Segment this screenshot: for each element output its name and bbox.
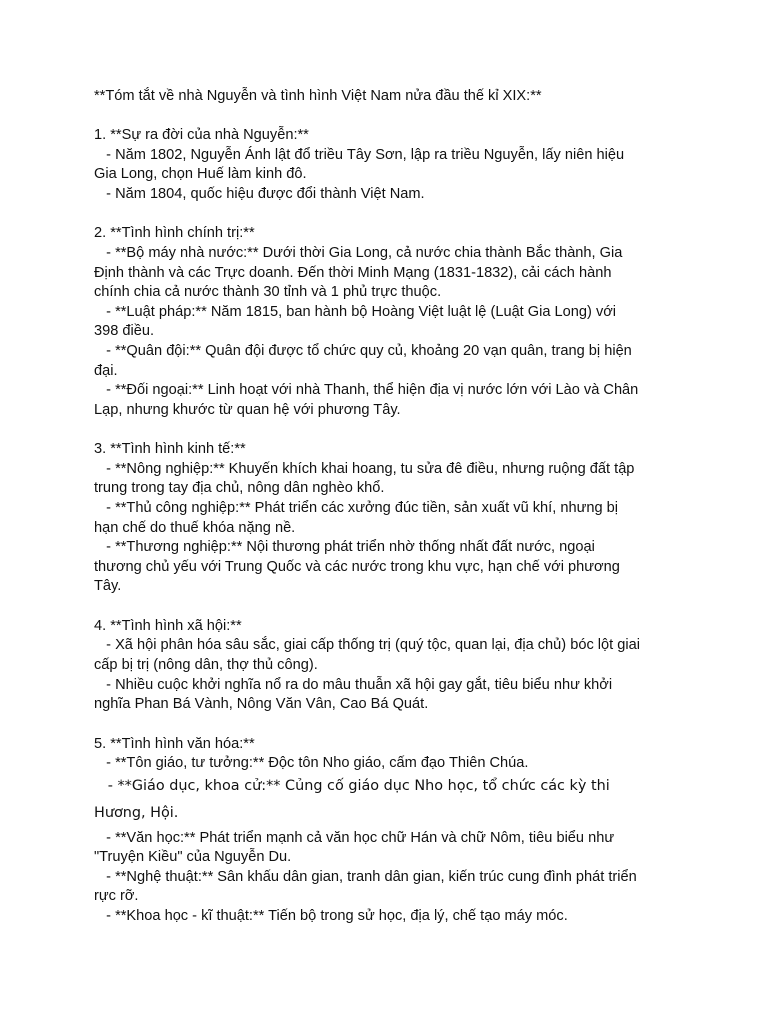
text-line: Định thành và các Trực doanh. Đến thời Minh Mạng (1831-1832), cải cách hành: [94, 265, 612, 281]
text-line: Gia Long, chọn Huế làm kinh đô.: [94, 166, 307, 182]
text-line: - **Đối ngoại:** Linh hoạt với nhà Thanh, thể hiện địa vị nước lớn với Lào và Chân: [94, 382, 639, 398]
section-heading-3: 3. **Tình hình kinh tế:**: [94, 441, 246, 457]
text-line: - Xã hội phân hóa sâu sắc, giai cấp thống trị (quý tộc, quan lại, địa chủ) bóc lột giai: [94, 637, 640, 653]
text-line: nghĩa Phan Bá Vành, Nông Văn Vân, Cao Bá Quát.: [94, 696, 429, 712]
text-line: Tây.: [94, 578, 122, 594]
text-line: - **Nông nghiệp:** Khuyến khích khai hoang, tu sửa đê điều, nhưng ruộng đất tập: [94, 461, 635, 477]
text-line: "Truyện Kiều" của Nguyễn Du.: [94, 849, 292, 865]
text-line: trung trong tay địa chủ, nông dân nghèo khổ.: [94, 480, 385, 496]
text-line: - Năm 1804, quốc hiệu được đổi thành Việt Nam.: [94, 186, 425, 202]
text-line: thương chủ yếu với Trung Quốc và các nước trong khu vực, hạn chế với phương: [94, 559, 620, 575]
section-heading-1: 1. **Sự ra đời của nhà Nguyễn:**: [94, 127, 309, 143]
text-line: - **Luật pháp:** Năm 1815, ban hành bộ Hoàng Việt luật lệ (Luật Gia Long) với: [94, 304, 617, 320]
text-line: - Năm 1802, Nguyễn Ánh lật đổ triều Tây Sơn, lập ra triều Nguyễn, lấy niên hiệu: [94, 147, 625, 163]
section-heading-4: 4. **Tình hình xã hội:**: [94, 618, 242, 634]
text-line: - **Bộ máy nhà nước:** Dưới thời Gia Long, cả nước chia thành Bắc thành, Gia: [94, 245, 623, 261]
text-line: - **Khoa học - kĩ thuật:** Tiến bộ trong sử học, địa lý, chế tạo máy móc.: [94, 908, 568, 924]
text-line: Hương, Hội.: [94, 805, 179, 821]
text-line: rực rỡ.: [94, 888, 139, 904]
text-line: hạn chế do thuế khóa nặng nề.: [94, 520, 296, 536]
text-line: cấp bị trị (nông dân, thợ thủ công).: [94, 657, 318, 673]
text-line: 398 điều.: [94, 323, 155, 339]
text-line: Lạp, nhưng khước từ quan hệ với phương Tây.: [94, 402, 401, 418]
text-line: đại.: [94, 363, 118, 379]
text-line: - **Văn học:** Phát triển mạnh cả văn học chữ Hán và chữ Nôm, tiêu biểu như: [94, 830, 615, 846]
section-heading-5: 5. **Tình hình văn hóa:**: [94, 736, 255, 752]
text-line: - Nhiều cuộc khởi nghĩa nổ ra do mâu thuẫn xã hội gay gắt, tiêu biểu như khởi: [94, 677, 613, 693]
section-heading-2: 2. **Tình hình chính trị:**: [94, 225, 255, 241]
text-line: - **Nghệ thuật:** Sân khấu dân gian, tranh dân gian, kiến trúc cung đình phát triển: [94, 869, 637, 885]
text-line: - **Thủ công nghiệp:** Phát triển các xưởng đúc tiền, sản xuất vũ khí, nhưng bị: [94, 500, 618, 516]
text-line: - **Thương nghiệp:** Nội thương phát triển nhờ thống nhất đất nước, ngoại: [94, 539, 595, 555]
text-line: - **Giáo dục, khoa cử:** Củng cố giáo dục Nho học, tổ chức các kỳ thi: [94, 778, 610, 794]
text-line: - **Tôn giáo, tư tưởng:** Độc tôn Nho giáo, cấm đạo Thiên Chúa.: [94, 755, 529, 771]
document-title: **Tóm tắt về nhà Nguyễn và tình hình Việt Nam nửa đầu thế kỉ XIX:**: [94, 88, 542, 104]
text-line: - **Quân đội:** Quân đội được tổ chức quy củ, khoảng 20 vạn quân, trang bị hiện: [94, 343, 632, 359]
text-line: chính chia cả nước thành 30 tỉnh và 1 phủ trực thuộc.: [94, 284, 442, 300]
